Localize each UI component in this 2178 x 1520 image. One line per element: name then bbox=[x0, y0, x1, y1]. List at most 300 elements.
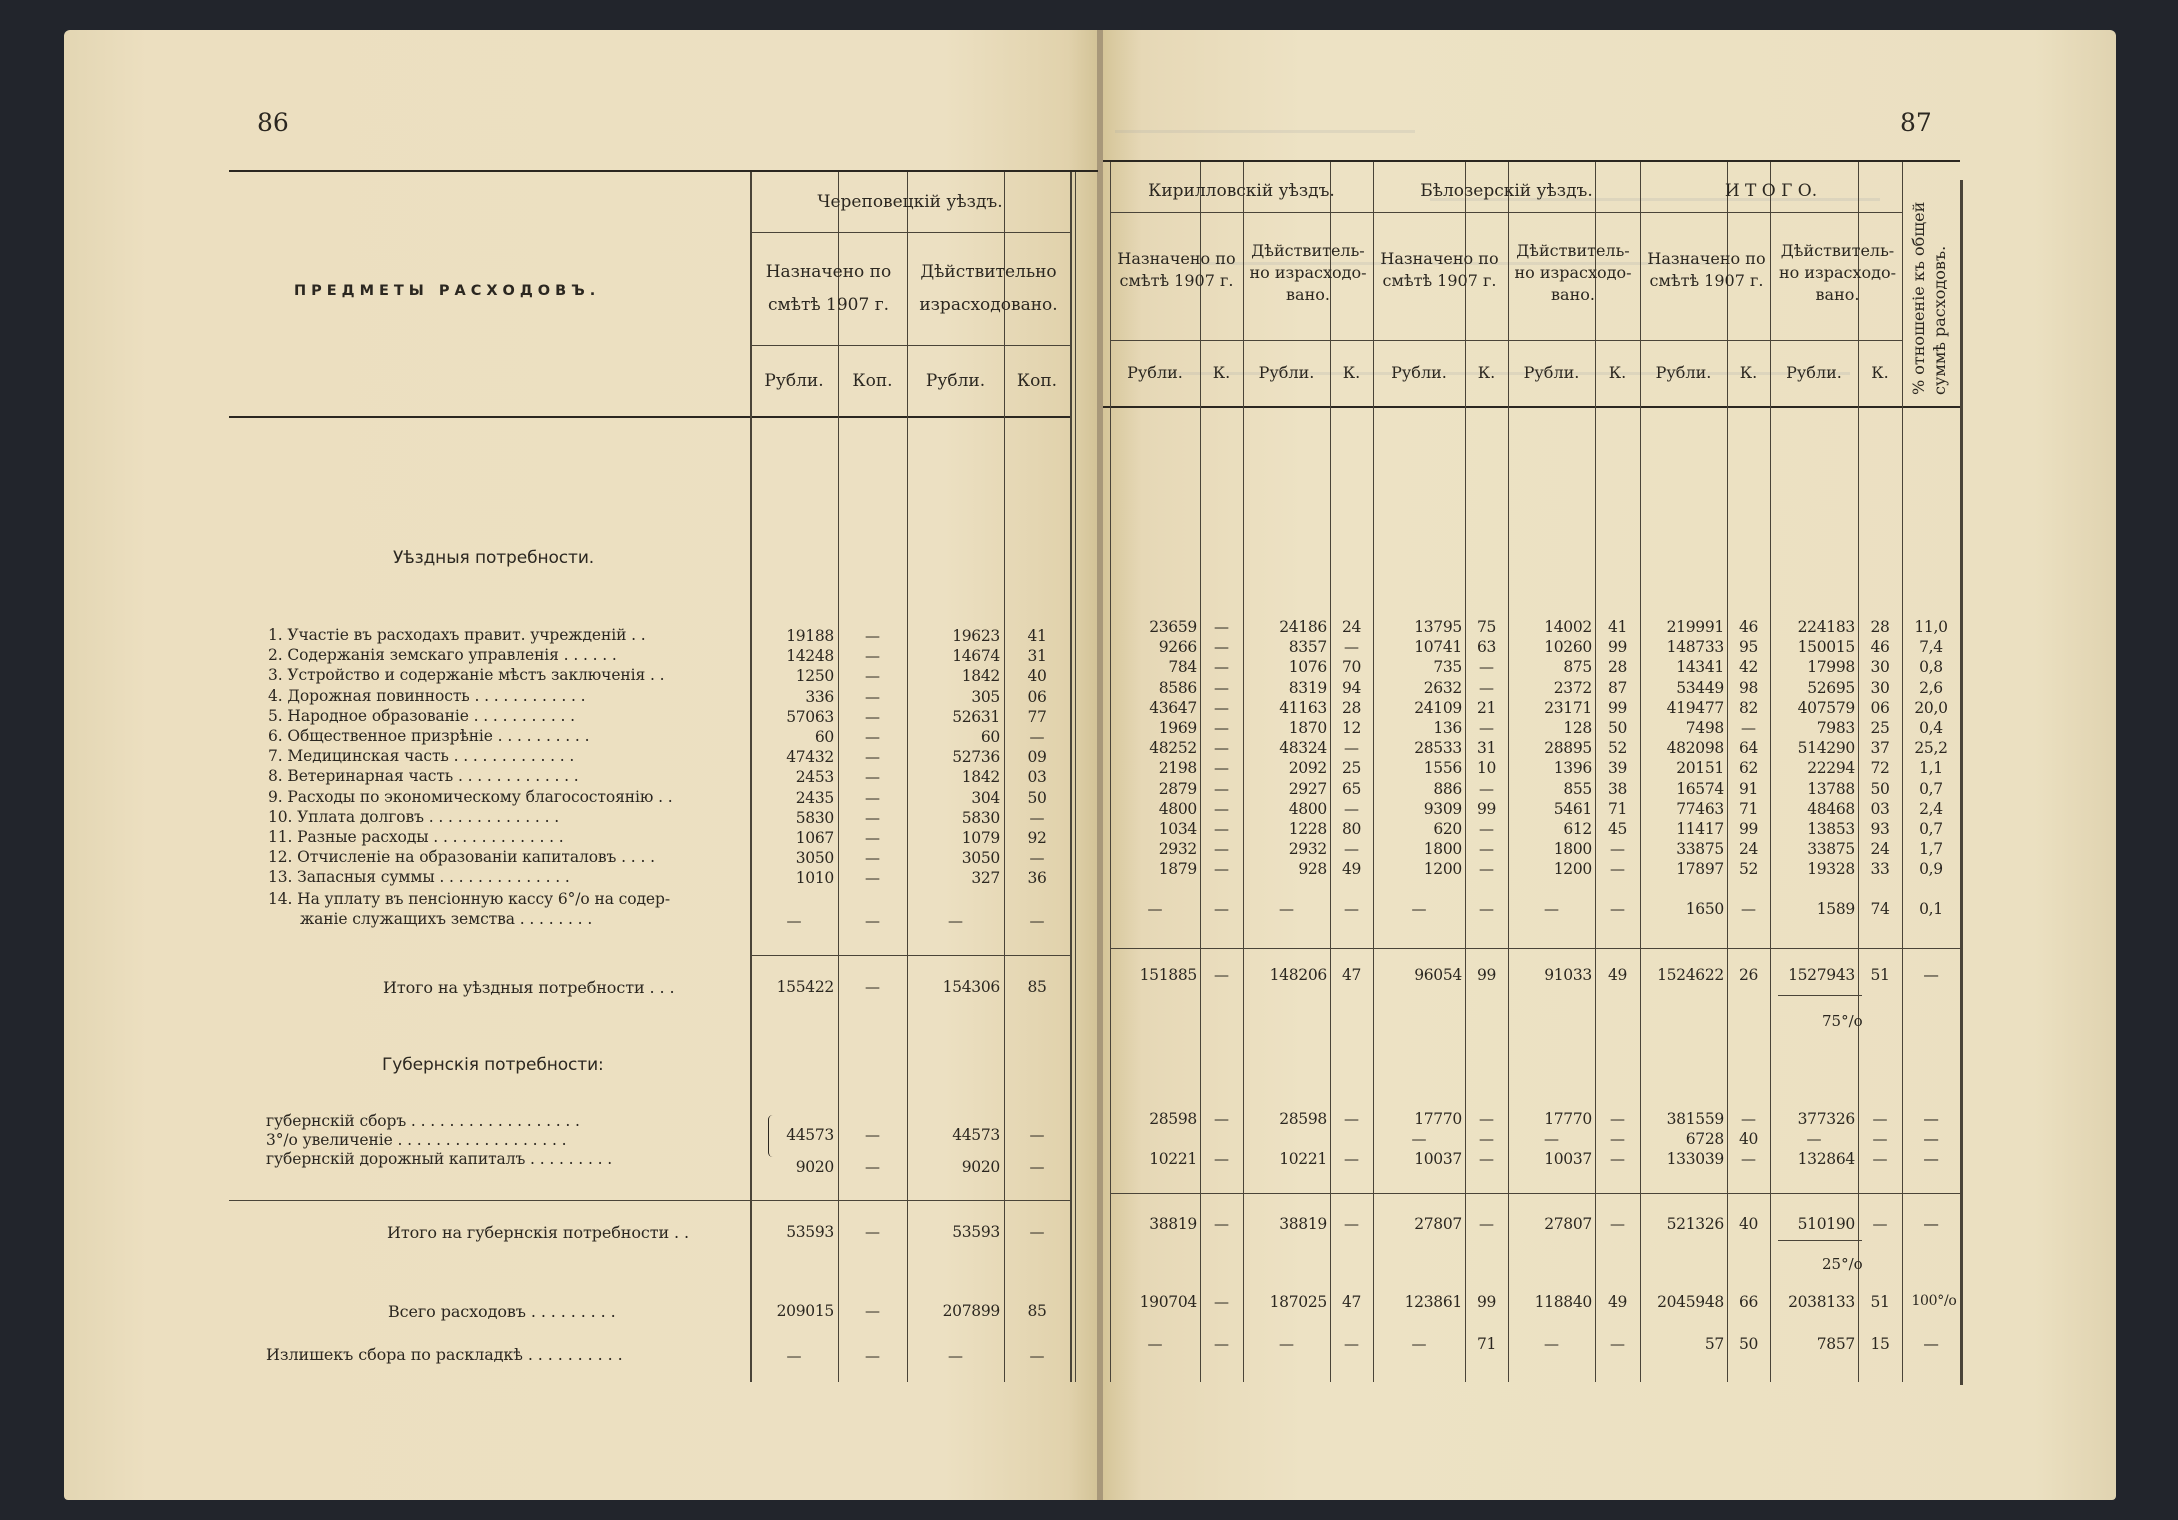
belozersk-dash: — bbox=[1610, 1110, 1625, 1128]
row-rule bbox=[750, 232, 1070, 233]
belozersk-value: 1556 bbox=[1423, 759, 1462, 778]
kirillov-value: 1870 bbox=[1288, 719, 1327, 737]
belozersk-dash: — bbox=[1411, 1335, 1427, 1353]
cherepovets-value: 3050 bbox=[795, 849, 834, 868]
itogo-value: 381559 bbox=[1666, 1110, 1724, 1128]
itogo-dash: — bbox=[1806, 1130, 1822, 1148]
cherepovets-value: 2435 bbox=[795, 788, 834, 807]
header-spent: Дѣйствитель- но израсходо- вано. bbox=[1249, 241, 1367, 304]
itogo-value: 13853 bbox=[1807, 820, 1855, 838]
kirillov-value: 48324 bbox=[1279, 739, 1327, 758]
kirillov-value: 47 bbox=[1341, 966, 1362, 984]
cherepovets-value: 304 bbox=[971, 788, 1000, 807]
kirillov-dash: — bbox=[1344, 1215, 1359, 1233]
header-share: % отношеніе къ общей суммѣ расходовъ. bbox=[1909, 201, 1949, 395]
header-unit: Рубли. bbox=[925, 371, 986, 391]
kirillov-value: 8586 bbox=[1158, 678, 1197, 697]
belozersk-dash: — bbox=[1479, 779, 1494, 798]
belozersk-value: 75 bbox=[1476, 618, 1497, 636]
header-unit: Рубли. bbox=[1523, 363, 1580, 382]
header-unit: Коп. bbox=[852, 371, 893, 391]
kirillov-value: 10221 bbox=[1279, 1150, 1327, 1168]
row-rule bbox=[1110, 948, 1960, 949]
kirillov-dash: — bbox=[1214, 638, 1229, 657]
itogo-value: 132864 bbox=[1797, 1150, 1855, 1168]
itogo-value: 7498 bbox=[1685, 719, 1724, 737]
cherepovets-dash: — bbox=[865, 788, 880, 807]
itogo-value: 17998 bbox=[1807, 658, 1855, 677]
row-share: 11,0 bbox=[1914, 618, 1948, 636]
cherepovets-dash: — bbox=[865, 728, 880, 746]
cherepovets-value: 44573 bbox=[786, 1126, 834, 1144]
kirillov-dash: — bbox=[1344, 638, 1359, 657]
cherepovets-value: 19623 bbox=[952, 627, 1000, 645]
kirillov-value: 94 bbox=[1341, 678, 1362, 697]
share-uezd: 75°/o bbox=[1822, 1012, 1863, 1030]
kirillov-value: 28598 bbox=[1279, 1110, 1327, 1128]
header-items: ПРЕДМЕТЫ РАСХОДОВЪ. bbox=[294, 283, 601, 299]
heavy-rule bbox=[229, 170, 1098, 172]
belozersk-dash: — bbox=[1610, 1150, 1625, 1168]
belozersk-value: 63 bbox=[1476, 638, 1497, 657]
kirillov-dash: — bbox=[1344, 739, 1359, 758]
kirillov-value: 928 bbox=[1298, 860, 1327, 879]
kirillov-value: 8357 bbox=[1288, 638, 1327, 657]
itogo-value: 98 bbox=[1738, 678, 1759, 697]
section-uezd: Уѣздныя потребности. bbox=[393, 548, 595, 568]
row-rule bbox=[750, 955, 1070, 956]
gub-share: — bbox=[1923, 1150, 1939, 1168]
cherepovets-value: 53593 bbox=[786, 1223, 834, 1241]
header-assigned: Назначено по смѣтѣ 1907 г. bbox=[1117, 249, 1236, 290]
cherepovets-dash: — bbox=[865, 912, 880, 930]
kirillov-dash: — bbox=[1214, 1110, 1229, 1128]
belozersk-value: 21 bbox=[1476, 698, 1497, 717]
itogo-value: 219991 bbox=[1666, 618, 1724, 636]
cherepovets-value: 5830 bbox=[961, 808, 1000, 827]
gub-row-label: губернскій дорожный капиталъ . . . . . . . . . bbox=[266, 1150, 613, 1168]
kirillov-value: 9266 bbox=[1158, 638, 1197, 657]
header-cherepovets: Череповецкій уѣздъ. bbox=[817, 192, 1003, 212]
itogo-dash: — bbox=[1741, 1150, 1756, 1168]
belozersk-value: 96054 bbox=[1414, 966, 1462, 984]
header-spent: Дѣйствительно израсходовано. bbox=[919, 262, 1058, 315]
belozersk-dash: — bbox=[1610, 1335, 1625, 1353]
cherepovets-value: 336 bbox=[805, 687, 834, 706]
itogo-value: 91 bbox=[1738, 779, 1759, 798]
belozersk-value: 1396 bbox=[1553, 759, 1592, 778]
cherepovets-dash: — bbox=[865, 707, 880, 726]
itogo-value: 30 bbox=[1870, 678, 1890, 697]
belozersk-value: 39 bbox=[1607, 759, 1628, 778]
kirillov-dash: — bbox=[1214, 799, 1229, 818]
row-label: 14. На уплату въ пенсіонную кассу 6°/o на содер- bbox=[268, 890, 670, 908]
itogo-value: 99 bbox=[1738, 820, 1759, 838]
kirillov-dash: — bbox=[1344, 799, 1359, 818]
kirillov-value: 2198 bbox=[1158, 759, 1197, 778]
cherepovets-dash: — bbox=[865, 1347, 880, 1365]
belozersk-dash: — bbox=[1411, 1130, 1427, 1148]
kirillov-dash: — bbox=[1214, 1150, 1229, 1168]
itogo-value: 33875 bbox=[1807, 840, 1855, 859]
belozersk-dash: — bbox=[1544, 1335, 1559, 1353]
belozersk-dash: — bbox=[1479, 1150, 1494, 1168]
cherepovets-value: 52631 bbox=[952, 707, 1000, 726]
itogo-value: 82 bbox=[1738, 698, 1759, 717]
row-label: 13. Запасныя суммы . . . . . . . . . . . . . . bbox=[268, 868, 570, 887]
header-unit: К. bbox=[1342, 363, 1361, 382]
itogo-value: 62 bbox=[1738, 759, 1759, 778]
cherepovets-dash: — bbox=[1029, 1126, 1045, 1144]
itogo-value: 419477 bbox=[1666, 698, 1724, 717]
itogo-value: 24 bbox=[1870, 840, 1890, 859]
row-rule bbox=[750, 345, 1070, 346]
itogo-value: 7983 bbox=[1816, 719, 1855, 737]
kirillov-value: 8319 bbox=[1288, 678, 1327, 697]
itogo-value: 50 bbox=[1870, 779, 1890, 798]
itogo-value: 510190 bbox=[1797, 1215, 1855, 1233]
cherepovets-dash: — bbox=[1029, 912, 1045, 930]
row-label: 11. Разные расходы . . . . . . . . . . . . . . bbox=[268, 828, 564, 846]
itogo-value: 407579 bbox=[1797, 698, 1855, 717]
belozersk-dash: — bbox=[1479, 820, 1494, 838]
itogo-value: 64 bbox=[1738, 739, 1759, 758]
cherepovets-dash: — bbox=[1029, 849, 1045, 868]
share-gub: 25°/o bbox=[1822, 1255, 1863, 1273]
row-label: 3. Устройство и содержаніе мѣстъ заключенія . . bbox=[268, 666, 665, 685]
itogo-value: 40 bbox=[1738, 1215, 1759, 1233]
kirillov-value: 4800 bbox=[1288, 799, 1327, 818]
kirillov-dash: — bbox=[1147, 1335, 1163, 1353]
total-uezd-label: Итого на уѣздныя потребности . . . bbox=[383, 978, 675, 997]
itogo-value: 514290 bbox=[1797, 739, 1855, 758]
belozersk-value: 612 bbox=[1563, 820, 1592, 838]
cherepovets-value: 31 bbox=[1027, 647, 1047, 666]
cherepovets-dash: — bbox=[865, 687, 880, 706]
itogo-value: 28 bbox=[1870, 618, 1890, 636]
itogo-value: 52 bbox=[1738, 860, 1759, 879]
row-rule bbox=[1778, 995, 1862, 996]
row-label: 2. Содержанія земскаго управленія . . . . . . bbox=[268, 646, 617, 665]
header-unit: Рубли. bbox=[1391, 363, 1447, 382]
belozersk-dash: — bbox=[1544, 900, 1559, 918]
belozersk-value: 24109 bbox=[1414, 698, 1462, 717]
belozersk-value: 1800 bbox=[1553, 840, 1592, 859]
header-unit: К. bbox=[1212, 363, 1231, 382]
itogo-value: 66 bbox=[1738, 1293, 1759, 1311]
row-share: 1,1 bbox=[1919, 759, 1943, 778]
itogo-value: 19328 bbox=[1807, 860, 1855, 879]
itogo-dash: — bbox=[1872, 1215, 1888, 1233]
row-share: 7,4 bbox=[1919, 638, 1943, 657]
belozersk-value: 886 bbox=[1433, 779, 1462, 798]
row-share: 0,8 bbox=[1919, 658, 1943, 677]
belozersk-value: 28 bbox=[1607, 658, 1628, 677]
itogo-value: 24 bbox=[1738, 840, 1759, 859]
cherepovets-dash: — bbox=[786, 1347, 802, 1365]
itogo-value: 33 bbox=[1870, 860, 1890, 879]
cherepovets-dash: — bbox=[865, 1223, 880, 1241]
cherepovets-value: 85 bbox=[1027, 978, 1047, 996]
itogo-value: 48468 bbox=[1807, 799, 1855, 818]
row-label: жаніе служащихъ земства . . . . . . . . bbox=[300, 910, 593, 928]
itogo-value: 133039 bbox=[1666, 1150, 1724, 1168]
belozersk-dash: — bbox=[1479, 1130, 1494, 1148]
book-gutter bbox=[1097, 30, 1103, 1500]
itogo-value: 6728 bbox=[1685, 1130, 1724, 1148]
kirillov-value: 23659 bbox=[1149, 618, 1197, 636]
kirillov-value: 148206 bbox=[1269, 966, 1327, 984]
cherepovets-value: 57063 bbox=[786, 707, 834, 726]
itogo-value: 15 bbox=[1870, 1335, 1890, 1353]
itogo-value: 1527943 bbox=[1788, 966, 1855, 984]
itogo-value: 22294 bbox=[1807, 759, 1855, 778]
itogo-value: 03 bbox=[1870, 799, 1890, 818]
row-share: 2,4 bbox=[1919, 799, 1943, 818]
row-rule bbox=[1110, 1193, 1960, 1194]
cherepovets-dash: — bbox=[865, 869, 880, 888]
row-label: 8. Ветеринарная часть . . . . . . . . . . . . . bbox=[268, 767, 579, 786]
itogo-value: 2038133 bbox=[1788, 1293, 1855, 1311]
gub-share: — bbox=[1923, 1130, 1939, 1148]
belozersk-value: 87 bbox=[1607, 678, 1628, 697]
kirillov-dash: — bbox=[1344, 1335, 1359, 1353]
right-page-number: 87 bbox=[1900, 108, 1932, 137]
cherepovets-dash: — bbox=[948, 912, 963, 930]
belozersk-dash: — bbox=[1479, 1110, 1494, 1128]
cherepovets-value: 53593 bbox=[952, 1223, 1000, 1241]
belozersk-dash: — bbox=[1479, 860, 1494, 879]
kirillov-value: 48252 bbox=[1149, 739, 1197, 758]
itogo-value: 51 bbox=[1870, 1293, 1890, 1311]
belozersk-dash: — bbox=[1479, 900, 1494, 918]
kirillov-value: 4800 bbox=[1158, 799, 1197, 818]
belozersk-value: 41 bbox=[1607, 618, 1628, 636]
gub-share: — bbox=[1923, 1110, 1939, 1128]
itogo-value: 11417 bbox=[1676, 820, 1724, 838]
row-share: 2,6 bbox=[1919, 678, 1943, 697]
row-rule bbox=[1110, 340, 1902, 341]
kirillov-dash: — bbox=[1214, 678, 1229, 697]
belozersk-value: 99 bbox=[1476, 799, 1497, 818]
itogo-value: 150015 bbox=[1797, 638, 1855, 657]
itogo-value: 37 bbox=[1870, 739, 1890, 758]
kirillov-value: 1228 bbox=[1288, 820, 1327, 838]
kirillov-value: 2092 bbox=[1288, 759, 1327, 778]
itogo-dash: — bbox=[1741, 719, 1756, 737]
cherepovets-dash: — bbox=[865, 748, 880, 767]
cherepovets-value: 77 bbox=[1027, 707, 1047, 726]
row-label: 10. Уплата долговъ . . . . . . . . . . . . . . bbox=[268, 807, 560, 826]
kirillov-value: 1076 bbox=[1288, 658, 1327, 677]
belozersk-dash: — bbox=[1610, 840, 1625, 859]
cherepovets-value: 1842 bbox=[961, 768, 1000, 787]
kirillov-value: 28598 bbox=[1149, 1110, 1197, 1128]
itogo-value: 2045948 bbox=[1657, 1293, 1724, 1311]
belozersk-value: 49 bbox=[1607, 966, 1628, 984]
kirillov-value: 41163 bbox=[1279, 698, 1327, 717]
row-share: 0,4 bbox=[1919, 719, 1943, 737]
header-spent: Дѣйствитель- но израсходо- вано. bbox=[1778, 241, 1897, 304]
kirillov-dash: — bbox=[1214, 759, 1229, 778]
row-share: 0,7 bbox=[1919, 779, 1943, 798]
row-share: 25,2 bbox=[1914, 739, 1948, 758]
header-belozersk: Бѣлозерскій уѣздъ. bbox=[1420, 181, 1593, 201]
header-assigned: Назначено по смѣтѣ 1907 г. bbox=[1647, 249, 1766, 290]
itogo-value: 72 bbox=[1870, 759, 1890, 778]
kirillov-value: 2927 bbox=[1288, 779, 1327, 798]
cherepovets-value: 207899 bbox=[942, 1302, 1000, 1320]
itogo-dash: — bbox=[1872, 1150, 1888, 1168]
belozersk-value: 2632 bbox=[1423, 678, 1462, 697]
belozersk-value: 28533 bbox=[1414, 739, 1462, 758]
cherepovets-value: 209015 bbox=[776, 1302, 834, 1320]
kirillov-value: 784 bbox=[1168, 658, 1197, 677]
itogo-value: 20151 bbox=[1676, 759, 1724, 778]
kirillov-dash: — bbox=[1214, 900, 1229, 918]
belozersk-value: 123861 bbox=[1404, 1293, 1462, 1311]
itogo-value: 1650 bbox=[1685, 900, 1724, 918]
cherepovets-value: 19188 bbox=[786, 627, 834, 645]
kirillov-value: 47 bbox=[1341, 1293, 1362, 1311]
itogo-value: 377326 bbox=[1797, 1110, 1855, 1128]
kirillov-dash: — bbox=[1214, 966, 1229, 984]
cherepovets-dash: — bbox=[1029, 1158, 1045, 1176]
row-label: 4. Дорожная повинность . . . . . . . . . . . . bbox=[268, 686, 586, 705]
cherepovets-dash: — bbox=[865, 627, 880, 645]
cherepovets-dash: — bbox=[865, 849, 880, 868]
itogo-value: 26 bbox=[1738, 966, 1759, 984]
belozersk-value: 17770 bbox=[1414, 1110, 1462, 1128]
belozersk-dash: — bbox=[1610, 1130, 1625, 1148]
cherepovets-value: 9020 bbox=[795, 1158, 834, 1176]
cherepovets-value: 1067 bbox=[795, 829, 834, 847]
cherepovets-value: 03 bbox=[1027, 768, 1047, 787]
kirillov-dash: — bbox=[1214, 658, 1229, 677]
belozersk-dash: — bbox=[1411, 900, 1427, 918]
header-unit: Коп. bbox=[1016, 371, 1058, 391]
header-kirillov: Кирилловскій уѣздъ. bbox=[1148, 181, 1335, 201]
cherepovets-dash: — bbox=[865, 667, 880, 686]
kirillov-value: 49 bbox=[1341, 860, 1362, 879]
itogo-value: 224183 bbox=[1797, 618, 1855, 636]
kirillov-value: 24 bbox=[1341, 618, 1362, 636]
cherepovets-dash: — bbox=[1029, 1223, 1045, 1241]
cherepovets-value: 41 bbox=[1027, 627, 1047, 645]
kirillov-dash: — bbox=[1214, 698, 1229, 717]
itogo-value: 521326 bbox=[1666, 1215, 1724, 1233]
itogo-value: 42 bbox=[1738, 658, 1759, 677]
itogo-value: 57 bbox=[1704, 1335, 1724, 1353]
belozersk-value: 10741 bbox=[1414, 638, 1462, 657]
belozersk-value: 10 bbox=[1476, 759, 1497, 778]
kirillov-dash: — bbox=[1214, 779, 1229, 798]
itogo-value: 52695 bbox=[1807, 678, 1855, 697]
header-unit: К. bbox=[1739, 363, 1758, 382]
cherepovets-value: 09 bbox=[1027, 748, 1047, 767]
itogo-value: 30 bbox=[1870, 658, 1890, 677]
row-rule bbox=[229, 1200, 1070, 1201]
kirillov-value: 2879 bbox=[1158, 779, 1197, 798]
cherepovets-value: 06 bbox=[1027, 687, 1047, 706]
belozersk-value: 620 bbox=[1433, 820, 1462, 838]
kirillov-value: 10221 bbox=[1149, 1150, 1197, 1168]
row-share: 1,7 bbox=[1919, 840, 1943, 859]
belozersk-value: 10260 bbox=[1544, 638, 1592, 657]
kirillov-dash: — bbox=[1344, 1110, 1359, 1128]
kirillov-dash: — bbox=[1214, 1293, 1229, 1311]
itogo-dash: — bbox=[1872, 1110, 1888, 1128]
cherepovets-value: 154306 bbox=[942, 978, 1000, 996]
belozersk-value: 71 bbox=[1476, 1335, 1497, 1353]
cherepovets-dash: — bbox=[1029, 1347, 1045, 1365]
cherepovets-value: 36 bbox=[1027, 869, 1047, 888]
gub-row-label: губернскій сборъ . . . . . . . . . . . . . . . . . . bbox=[266, 1112, 580, 1130]
row-label: 1. Участіе въ расходахъ правит. учрежденій . . bbox=[268, 626, 646, 644]
header-unit: Рубли. bbox=[1258, 363, 1315, 382]
belozersk-value: 27807 bbox=[1544, 1215, 1592, 1233]
itogo-value: 06 bbox=[1870, 698, 1890, 717]
total-share: 100°/o bbox=[1911, 1293, 1957, 1309]
itogo-value: 71 bbox=[1738, 799, 1759, 818]
itogo-value: 50 bbox=[1738, 1335, 1759, 1353]
kirillov-value: 38819 bbox=[1149, 1215, 1197, 1233]
cherepovets-dash: — bbox=[865, 1158, 880, 1176]
itogo-value: 7857 bbox=[1816, 1335, 1855, 1353]
belozersk-value: 99 bbox=[1476, 966, 1497, 984]
header-assigned: Назначено по смѣтѣ 1907 г. bbox=[1380, 249, 1499, 290]
header-spent: Дѣйствитель- но израсходо- вано. bbox=[1514, 241, 1632, 304]
column-rule bbox=[1075, 172, 1076, 1382]
cherepovets-value: 85 bbox=[1027, 1302, 1047, 1320]
column-rule bbox=[1070, 172, 1072, 1382]
kirillov-dash: — bbox=[1214, 860, 1229, 879]
kirillov-dash: — bbox=[1214, 820, 1229, 838]
belozersk-value: 13795 bbox=[1414, 618, 1462, 636]
kirillov-dash: — bbox=[1214, 719, 1229, 737]
itogo-value: 17897 bbox=[1676, 860, 1724, 879]
kirillov-value: 25 bbox=[1341, 759, 1362, 778]
cherepovets-value: 14674 bbox=[952, 647, 1000, 666]
row-rule bbox=[1778, 1240, 1862, 1241]
header-unit: Рубли. bbox=[764, 371, 824, 391]
belozersk-value: 735 bbox=[1433, 658, 1462, 677]
total-gub-label: Итого на губернскія потребности . . bbox=[387, 1223, 690, 1242]
kirillov-dash: — bbox=[1214, 739, 1229, 758]
surplus-share: — bbox=[1923, 1335, 1939, 1353]
section-gub: Губернскія потребности: bbox=[382, 1055, 604, 1075]
belozersk-value: 128 bbox=[1563, 719, 1592, 737]
belozersk-value: 99 bbox=[1476, 1293, 1497, 1311]
itogo-value: 14341 bbox=[1676, 658, 1724, 677]
cherepovets-value: 1250 bbox=[795, 667, 834, 686]
belozersk-dash: — bbox=[1610, 1215, 1625, 1233]
row-share: 20,0 bbox=[1914, 698, 1948, 717]
row-share: 0,1 bbox=[1919, 900, 1943, 918]
heavy-rule bbox=[1103, 160, 1960, 162]
row-label: 12. Отчисленіе на образованіи капиталовъ . . . . bbox=[268, 848, 655, 867]
itogo-value: 77463 bbox=[1676, 799, 1724, 818]
belozersk-value: 50 bbox=[1607, 719, 1628, 737]
kirillov-dash: — bbox=[1344, 840, 1359, 859]
belozersk-value: 1800 bbox=[1423, 840, 1462, 859]
row-share: 0,9 bbox=[1919, 860, 1943, 879]
kirillov-dash: — bbox=[1279, 900, 1294, 918]
belozersk-dash: — bbox=[1479, 658, 1494, 677]
belozersk-value: 52 bbox=[1607, 739, 1628, 758]
belozersk-dash: — bbox=[1479, 1215, 1494, 1233]
kirillov-value: 38819 bbox=[1279, 1215, 1327, 1233]
